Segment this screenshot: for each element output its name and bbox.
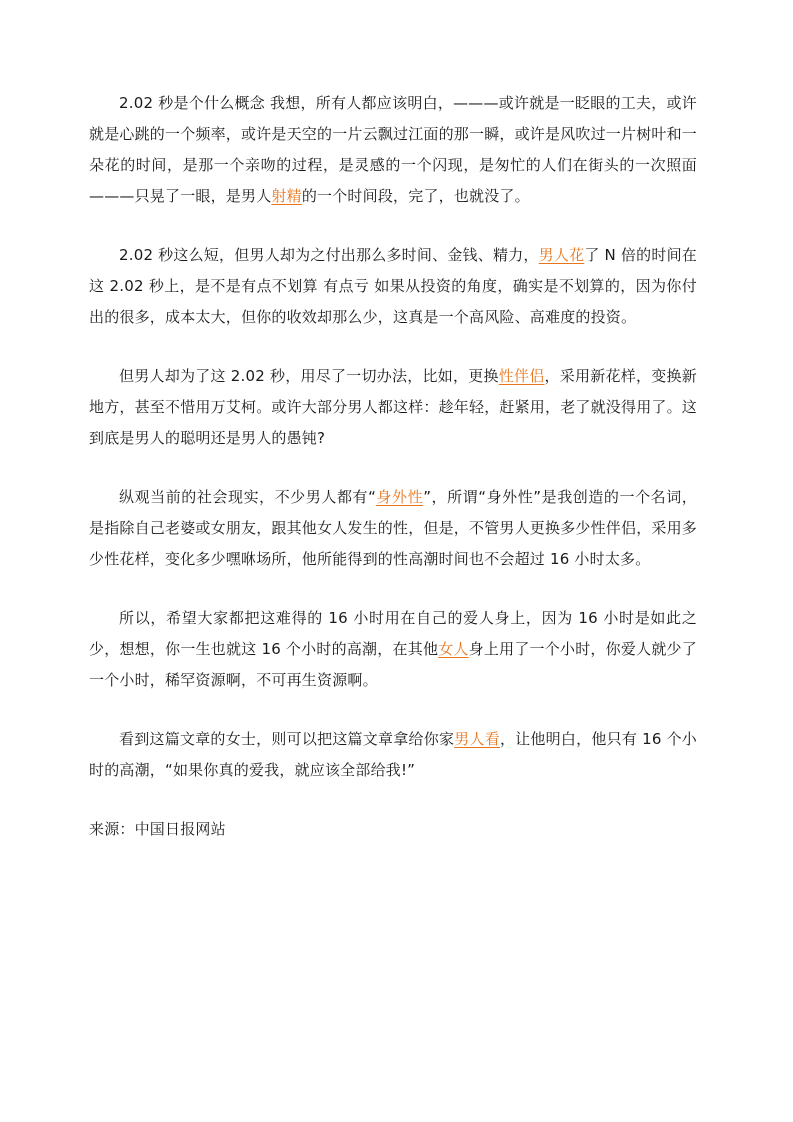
source-line: 来源：中国日报网站 (89, 820, 226, 838)
link-shenwaixing[interactable]: 身外性 (376, 488, 424, 506)
paragraph-4-text-b: ”，所谓“身外性”是我创造的一个名词，是指除自己老婆或女朋友，跟其他女人发生的性，但是，不管男人更换多少性伴侣，采用多少性花样，变化多少嘿咻场所，他所能得到的性高潮时间也不会超过 16 小时太多。 (89, 488, 698, 568)
link-xingbanlv[interactable]: 性伴侣 (498, 367, 545, 385)
paragraph-6-text-b: ，让他明白，他只有 16 个小时的高潮，“如果你真的爱我，就应该全部给我!” (89, 730, 698, 779)
paragraph-2-text-a: 2.02 秒这么短，但男人却为之付出那么多时间、金钱、精力， (119, 246, 539, 264)
paragraph-3 (89, 361, 697, 454)
paragraph-2-text-b: 了 N 倍的时间在这 2.02 秒上，是不是有点不划算 有点亏 如果从投资的角度，确实是不划算的，因为你付出的很多，成本太大，但你的收效却那么少，这真是一个高风险、高难度的投资。 (89, 246, 697, 326)
link-nanrenkan[interactable]: 男人看 (454, 730, 500, 748)
paragraph-5-text-b: 身上用了一个小时，你爱人就少了一个小时，稀罕资源啊，不可再生资源啊。 (89, 640, 697, 689)
article (89, 88, 697, 845)
paragraph-5-text-a: 所以，希望大家都把这难得的 16 小时用在自己的爱人身上，因为 16 小时是如此之少，想想，你一生也就这 16 个小时的高潮，在其他 (89, 609, 697, 658)
paragraph-3-text-b: ，采用新花样，变换新地方，甚至不惜用万艾柯。或许大部分男人都这样：趁年轻，赶紧用，老了就没得用了。这到底是男人的聪明还是男人的愚钝? (89, 367, 698, 447)
paragraph-4 (89, 482, 697, 575)
paragraph-5 (89, 603, 697, 696)
link-nvren[interactable]: 女人 (438, 640, 469, 658)
paragraph-3-text-a: 但男人却为了这 2.02 秒，用尽了一切办法，比如，更换 (119, 367, 499, 385)
paragraph-1-text-a: 2.02 秒是个什么概念 我想，所有人都应该明白，———或许就是一眨眼的工夫，或许就是心跳的一个频率，或许是天空的一片云飘过江面的那一瞬，或许是风吹过一片树叶和一朵花的时间，是那一个亲吻的过程，是灵感的一个闪现，是匆忙的人们在街头的一次照面———只晃了一眼，是男人 (89, 94, 698, 205)
paragraph-1-text-b: 的一个时间段，完了，也就没了。 (301, 187, 530, 205)
paragraph-6 (89, 724, 697, 786)
link-nanrenhua[interactable]: 男人花 (538, 246, 585, 264)
paragraph-4-text-a: 纵观当前的社会现实，不少男人都有“ (119, 488, 377, 506)
paragraph-2 (89, 240, 697, 333)
paragraph-6-text-a: 看到这篇文章的女士，则可以把这篇文章拿给你家 (119, 730, 455, 748)
link-shejing[interactable]: 射精 (271, 187, 302, 205)
paragraph-1 (89, 88, 697, 212)
